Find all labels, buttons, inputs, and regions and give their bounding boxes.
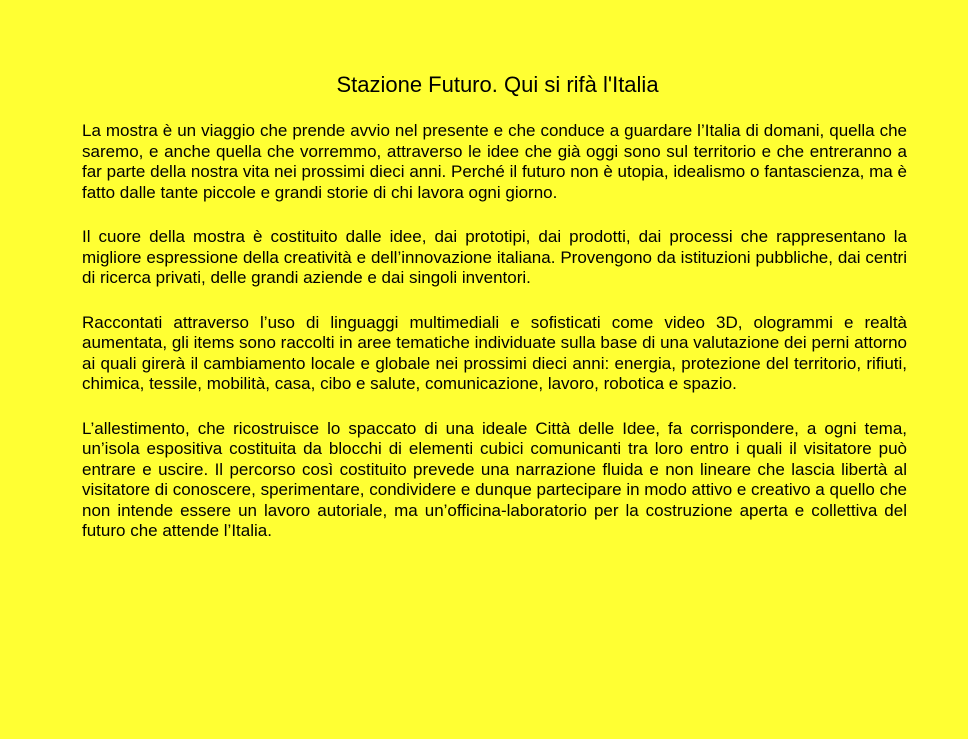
paragraph-intro: La mostra è un viaggio che prende avvio nel presente e che conduce a guardare l’Italia di domani, quella che saremo, e anche quella che vorremmo, attraverso le idee che già oggi sono sul territorio e che entreranno a far parte della nostra vita nei prossimi dieci anni. Perché il futuro non è utopia, idealismo o fantascienza, ma è fatto dalle tante piccole e grandi storie di chi lavora ogni giorno. [82, 121, 907, 202]
document-title: Stazione Futuro. Qui si rifà l'Italia [336, 72, 659, 97]
paragraph-layout: L’allestimento, che ricostruisce lo spaccato di una ideale Città delle Idee, fa corrispondere, a ogni tema, un’isola espositiva costituita da blocchi di elementi cubici comunicanti tra loro entro i quali il visitatore può entrare e uscire. Il percorso così costituito prevede una narrazione fluida e non lineare che lascia libertà al visitatore di conoscere, sperimentare, condividere e dunque partecipare in modo attivo e creativo a quello che non intende essere un lavoro autoriale, ma un’officina-laboratorio per la costruzione aperta e collettiva del futuro che attende l’Italia. [82, 418, 907, 540]
document-body [82, 121, 907, 542]
paragraph-themes: Raccontati attraverso l’uso di linguaggi multimediali e sofisticati come video 3D, ologrammi e realtà aumentata, gli items sono raccolti in aree tematiche individuate sulla base di una valutazione dei perni attorno ai quali girerà il cambiamento locale e globale nei prossimi dieci anni: energia, protezione del territorio, rifiuti, chimica, tessile, mobilità, casa, cibo e salute, comunicazione, lavoro, robotica e spazio. [82, 312, 907, 393]
paragraph-heart: Il cuore della mostra è costituito dalle idee, dai prototipi, dai prodotti, dai processi che rappresentano la migliore espressione della creatività e dell’innovazione italiana. Provengono da istituzioni pubbliche, dai centri di ricerca privati, delle grandi aziende e dai singoli inventori. [82, 227, 907, 287]
